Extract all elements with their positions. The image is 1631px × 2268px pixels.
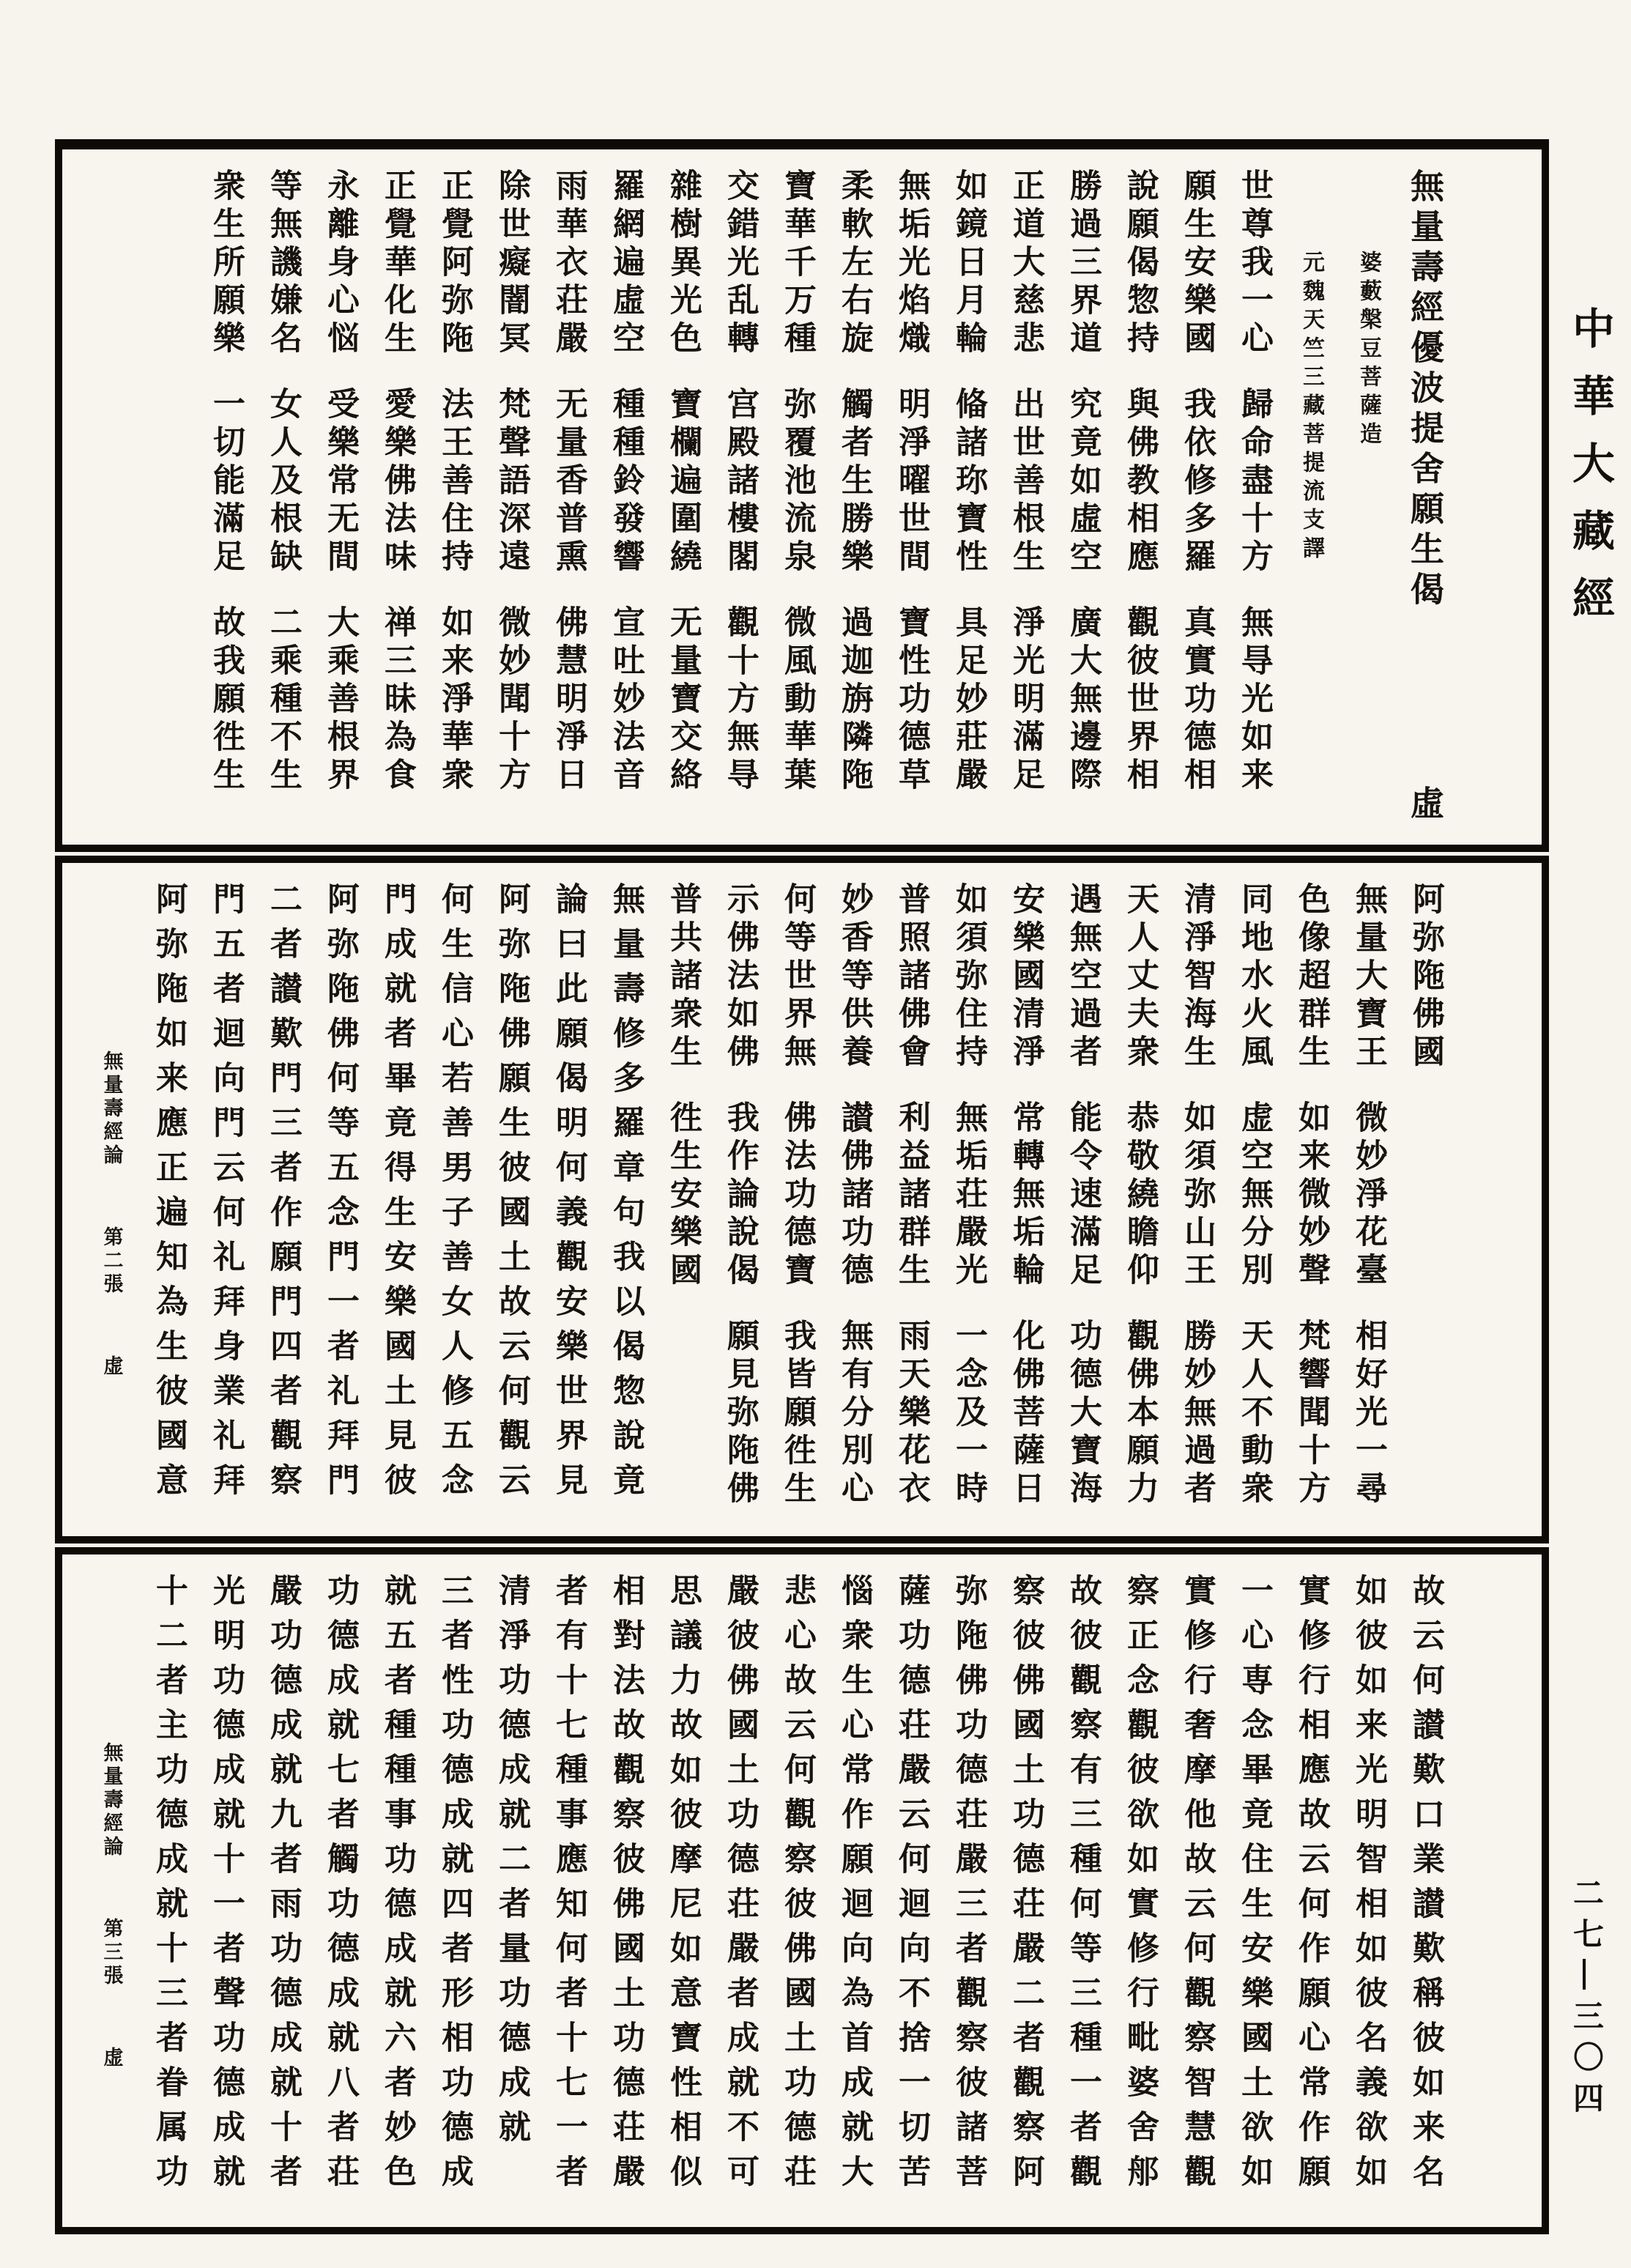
phrase: 門成就者畢竟得生安樂國土見彼 <box>379 882 415 1508</box>
phrase: 徃生安樂國 <box>665 1100 701 1291</box>
phrase: 無有分別心 <box>836 1319 872 1509</box>
phrase: 法王善住持 <box>436 387 472 577</box>
text-column-verse <box>1054 882 1111 1517</box>
phrase: 正道大慈悲 <box>1008 168 1044 359</box>
phrase: 柔軟左右旋 <box>836 168 872 359</box>
phrase: 交錯光乱轉 <box>722 168 758 359</box>
text-column-verse <box>1168 882 1225 1517</box>
phrase: 觀十方無㝵 <box>722 605 758 796</box>
phrase: 雨天樂花衣 <box>893 1319 929 1509</box>
phrase: 偹諸珎寶性 <box>951 387 987 577</box>
phrase: 願生安樂國 <box>1179 168 1215 359</box>
phrase: 故云何讃歎口業讃歎稱彼如来名 <box>1408 1574 1444 2199</box>
phrase: 就五者種種事功德成就六者妙色 <box>379 1574 415 2199</box>
phrase: 十二者主功德成就十三者眷属功 <box>151 1574 187 2199</box>
phrase: 悲心故云何觀察彼佛國土功德荘 <box>779 1574 815 2199</box>
phrase: 化佛菩薩日 <box>1008 1319 1044 1509</box>
phrase: 清淨功德成就二者量功德成就 <box>494 1574 530 2154</box>
text-block-3-columns <box>62 1554 1542 2227</box>
phrase: 勝過三界道 <box>1065 168 1101 359</box>
phrase: 無量大寶王 <box>1351 882 1386 1072</box>
phrase: 相好光一尋 <box>1351 1319 1386 1509</box>
phrase: 觀彼世界相 <box>1122 605 1158 796</box>
phrase: 微妙淨花臺 <box>1351 1100 1386 1291</box>
collection-title: 中華大藏經 <box>1566 306 1613 643</box>
phrase: 相對法故觀察彼佛國土功德荘嚴 <box>608 1574 644 2199</box>
phrase: 佛法功德寶 <box>779 1100 815 1291</box>
phrase: 門五者迴向門云何礼拜身業礼拜 <box>208 882 244 1508</box>
phrase: 普共諸衆生 <box>665 882 701 1072</box>
phrase: 示佛法如佛 <box>722 882 758 1072</box>
text-column-verse <box>254 168 311 826</box>
text-column-prose <box>1168 1574 1225 2208</box>
text-column-prose <box>197 1574 254 2208</box>
text-column-prose <box>825 1574 883 2208</box>
text-column-verse <box>997 168 1054 826</box>
text-column-verse <box>768 882 825 1517</box>
phrase: 普照諸佛會 <box>893 882 929 1072</box>
phrase: 同地水火風 <box>1236 882 1272 1072</box>
phrase: 微風動華葉 <box>779 605 815 796</box>
phrase: 遇無空過者 <box>1065 882 1101 1072</box>
text-column-prose <box>597 1574 654 2208</box>
phrase: 无量香普熏 <box>551 387 587 577</box>
phrase: 者有十七種事應知何者十七一者 <box>551 1574 587 2199</box>
phrase: 元魏天竺三藏菩提流支譯 <box>1299 251 1323 565</box>
text-column-prose <box>1340 1574 1397 2208</box>
phrase: 弥覆池流泉 <box>779 387 815 577</box>
phrase: 大乘善根界 <box>322 605 358 796</box>
phrase: 婆藪槃豆菩薩造 <box>1356 251 1381 451</box>
phrase: 廣大無邊際 <box>1065 605 1101 796</box>
text-column-verse <box>883 168 940 826</box>
text-column-verse <box>768 168 825 826</box>
phrase: 種種鈴發響 <box>608 387 644 577</box>
text-column-verse <box>711 168 768 826</box>
phrase: 阿弥陁如来應正遍知為生彼國意 <box>151 882 187 1508</box>
phrase: 寶欄遍圍繞 <box>665 387 701 577</box>
text-block-2 <box>55 856 1549 1544</box>
page-number: 二七—三〇四 <box>1569 1877 1604 2123</box>
phrase: 勝妙無過者 <box>1179 1319 1215 1509</box>
text-column-verse <box>1397 882 1454 1517</box>
phrase: 光明功德成就十一者聲功德成就 <box>208 1574 244 2199</box>
text-column-prose <box>140 882 197 1517</box>
phrase: 第二張 <box>100 1226 123 1297</box>
phrase: 羅網遍虛空 <box>608 168 644 359</box>
phrase: 何等世界無 <box>779 882 815 1072</box>
text-column-prose <box>997 1574 1054 2208</box>
phrase: 微妙聞十方 <box>494 605 530 796</box>
phrase: 能令速滿足 <box>1065 1100 1101 1291</box>
phrase: 說願偈惣持 <box>1122 168 1158 359</box>
phrase: 妙香等供養 <box>836 882 872 1072</box>
text-column-verse <box>654 882 711 1517</box>
phrase: 如鏡日月輪 <box>951 168 987 359</box>
text-column-prose <box>197 882 254 1517</box>
phrase: 實修行相應故云何作願心常作願 <box>1293 1574 1329 2199</box>
phrase: 二者讃歎門三者作願門四者觀察 <box>265 882 301 1508</box>
text-column-verse <box>1282 882 1340 1517</box>
phrase: 宫殿諸樓閣 <box>722 387 758 577</box>
phrase: 无量寶交絡 <box>665 605 701 796</box>
text-column-verse <box>1168 168 1225 826</box>
text-column-prose <box>540 882 597 1517</box>
phrase: 我作論說偈 <box>722 1100 758 1291</box>
phrase: 世尊我一心 <box>1236 168 1272 359</box>
phrase: 除世癡闇冥 <box>494 168 530 359</box>
text-column-prose <box>311 1574 368 2208</box>
phrase: 歸命盡十方 <box>1236 387 1272 577</box>
text-column-verse <box>597 168 654 826</box>
phrase: 天人不動衆 <box>1236 1319 1272 1509</box>
text-column-prose <box>1225 1574 1282 2208</box>
text-column-byline <box>1340 168 1397 826</box>
phrase: 女人及根缺 <box>265 387 301 577</box>
text-column-verse <box>1111 168 1168 826</box>
text-column-verse <box>940 168 997 826</box>
phrase: 功德大寶海 <box>1065 1319 1101 1509</box>
phrase: 究竟如虛空 <box>1065 387 1101 577</box>
text-column-verse <box>1054 168 1111 826</box>
phrase: 無量壽經論 <box>100 1050 123 1168</box>
phrase: 無㝵光如来 <box>1236 605 1272 796</box>
text-column-prose <box>711 1574 768 2208</box>
phrase: 出世善根生 <box>1008 387 1044 577</box>
phrase: 弥陁佛功德荘嚴三者觀察彼諸菩 <box>951 1574 987 2199</box>
phrase: 何生信心若善男子善女人修五念 <box>436 882 472 1508</box>
phrase: 無量壽經優波提舍願生偈 <box>1406 168 1444 612</box>
phrase: 虚 <box>100 1355 123 1379</box>
phrase: 嚴功德成就九者雨功德成就十者 <box>265 1574 301 2199</box>
phrase: 虚 <box>100 2047 123 2070</box>
text-block-1-columns <box>62 149 1542 845</box>
phrase: 故彼觀察有三種何等三種一者觀 <box>1065 1574 1101 2199</box>
phrase: 天人丈夫衆 <box>1122 882 1158 1072</box>
phrase: 寶性功德草 <box>893 605 929 796</box>
text-column-prose <box>883 1574 940 2208</box>
phrase: 寶華千万種 <box>779 168 815 359</box>
phrase: 阿弥陁佛願生彼國土故云何觀云 <box>494 882 530 1508</box>
text-column-byline <box>1282 168 1340 826</box>
text-column-note <box>83 882 140 1517</box>
phrase: 如彼如来光明智相如彼名義欲如 <box>1351 1574 1386 2199</box>
text-column-verse <box>883 882 940 1517</box>
text-column-note <box>83 1574 140 2208</box>
text-column-verse <box>1225 882 1282 1517</box>
text-column-prose <box>254 882 311 1517</box>
text-column-verse <box>197 168 254 826</box>
text-column-prose <box>1054 1574 1111 2208</box>
phrase: 觸者生勝樂 <box>836 387 872 577</box>
phrase: 功德成就七者觸功德成就八者荘 <box>322 1574 358 2199</box>
text-column-prose <box>1111 1574 1168 2208</box>
phrase: 禅三昧為食 <box>379 605 415 796</box>
phrase: 無垢荘嚴光 <box>951 1100 987 1291</box>
phrase: 具足妙莊嚴 <box>951 605 987 796</box>
phrase: 察彼佛國土功德荘嚴二者觀察阿 <box>1008 1574 1044 2199</box>
phrase: 察正念觀彼欲如實修行毗婆舍郍 <box>1122 1574 1158 2199</box>
phrase: 永離身心悩 <box>322 168 358 359</box>
phrase: 阿弥陁佛何等五念門一者礼拜門 <box>322 882 358 1508</box>
phrase: 如須弥山王 <box>1179 1100 1215 1291</box>
phrase: 淨光明滿足 <box>1008 605 1044 796</box>
phrase: 明淨曜世間 <box>893 387 929 577</box>
text-column-title <box>1397 168 1454 826</box>
phrase: 恭敬繞瞻仰 <box>1122 1100 1158 1291</box>
text-block-1 <box>55 139 1549 852</box>
phrase: 過迦旃隣陁 <box>836 605 872 796</box>
text-column-prose <box>140 1574 197 2208</box>
phrase: 我皆願徃生 <box>779 1319 815 1509</box>
phrase: 一念及一時 <box>951 1319 987 1509</box>
text-column-verse <box>368 168 426 826</box>
text-column-verse <box>940 882 997 1517</box>
phrase: 思議力故如彼摩尼如意寶性相似 <box>665 1574 701 2199</box>
phrase: 無量壽經論 <box>100 1742 123 1859</box>
phrase: 梵響聞十方 <box>1293 1319 1329 1509</box>
text-column-prose <box>768 1574 825 2208</box>
text-block-3 <box>55 1547 1549 2234</box>
text-column-verse <box>1340 882 1397 1517</box>
phrase: 雜樹異光色 <box>665 168 701 359</box>
phrase: 安樂國清淨 <box>1008 882 1044 1072</box>
text-column-prose <box>426 882 483 1517</box>
phrase: 一心専念畢竟住生安樂國土欲如 <box>1236 1574 1272 2199</box>
phrase: 實修行奢摩他故云何觀察智慧觀 <box>1179 1574 1215 2199</box>
phrase: 惱衆生心常作願迴向為首成就大 <box>836 1574 872 2199</box>
phrase: 讃佛諸功德 <box>836 1100 872 1291</box>
phrase: 利益諸群生 <box>893 1100 929 1291</box>
text-column-verse <box>426 168 483 826</box>
text-column-verse <box>825 882 883 1517</box>
phrase: 梵聲語深遠 <box>494 387 530 577</box>
phrase: 佛慧明淨日 <box>551 605 587 796</box>
text-column-prose <box>368 882 426 1517</box>
phrase: 一切能滿足 <box>208 387 244 577</box>
phrase: 真實功德相 <box>1179 605 1215 796</box>
phrase: 無垢光焰熾 <box>893 168 929 359</box>
phrase: 衆生所願樂 <box>208 168 244 359</box>
text-column-verse <box>711 882 768 1517</box>
phrase: 三者性功德成就四者形相功德成 <box>436 1574 472 2199</box>
text-column-verse <box>825 168 883 826</box>
text-column-prose <box>311 882 368 1517</box>
phrase: 如須弥住持 <box>951 882 987 1072</box>
phrase: 如来微妙聲 <box>1293 1100 1329 1291</box>
phrase: 等無譏嫌名 <box>265 168 301 359</box>
text-column-prose <box>540 1574 597 2208</box>
text-column-prose <box>1397 1574 1454 2208</box>
phrase: 宣吐妙法音 <box>608 605 644 796</box>
text-column-prose <box>426 1574 483 2208</box>
text-column-prose <box>254 1574 311 2208</box>
phrase: 論曰此願偈明何義觀安樂世界見 <box>551 882 587 1508</box>
phrase: 常轉無垢輪 <box>1008 1100 1044 1291</box>
phrase: 我依修多羅 <box>1179 387 1215 577</box>
phrase: 第三張 <box>100 1918 123 1988</box>
text-column-verse <box>483 168 540 826</box>
text-column-prose <box>483 1574 540 2208</box>
text-column-verse <box>311 168 368 826</box>
phrase: 願見弥陁佛 <box>722 1319 758 1509</box>
phrase: 嚴彼佛國土功德荘嚴者成就不可 <box>722 1574 758 2199</box>
text-column-verse <box>654 168 711 826</box>
phrase: 虚空無分別 <box>1236 1100 1272 1291</box>
phrase: 與佛教相應 <box>1122 387 1158 577</box>
phrase: 色像超群生 <box>1293 882 1329 1072</box>
phrase: 清淨智海生 <box>1179 882 1215 1072</box>
text-block-2-columns <box>62 863 1542 1536</box>
text-column-verse <box>997 882 1054 1517</box>
phrase: 受樂常无間 <box>322 387 358 577</box>
phrase: 無量壽修多羅章句我以偈惣說竟 <box>608 882 644 1508</box>
phrase: 阿弥陁佛國 <box>1408 882 1444 1072</box>
text-column-prose <box>940 1574 997 2208</box>
phrase: 正覺華化生 <box>379 168 415 359</box>
phrase: 薩功德荘嚴云何迴向不捨一切苦 <box>893 1574 929 2199</box>
phrase: 二乘種不生 <box>265 605 301 796</box>
text-column-verse <box>1111 882 1168 1517</box>
phrase: 觀佛本願力 <box>1122 1319 1158 1509</box>
phrase: 如来淨華衆 <box>436 605 472 796</box>
text-column-verse <box>540 168 597 826</box>
phrase: 正覺阿弥陁 <box>436 168 472 359</box>
phrase: 愛樂佛法味 <box>379 387 415 577</box>
text-column-prose <box>368 1574 426 2208</box>
text-column-prose <box>597 882 654 1517</box>
phrase: 故我願徃生 <box>208 605 244 796</box>
phrase: 虛 <box>1406 785 1444 826</box>
text-column-verse <box>1225 168 1282 826</box>
text-column-prose <box>1282 1574 1340 2208</box>
text-column-prose <box>654 1574 711 2208</box>
text-column-prose <box>483 882 540 1517</box>
phrase: 雨華衣荘嚴 <box>551 168 587 359</box>
